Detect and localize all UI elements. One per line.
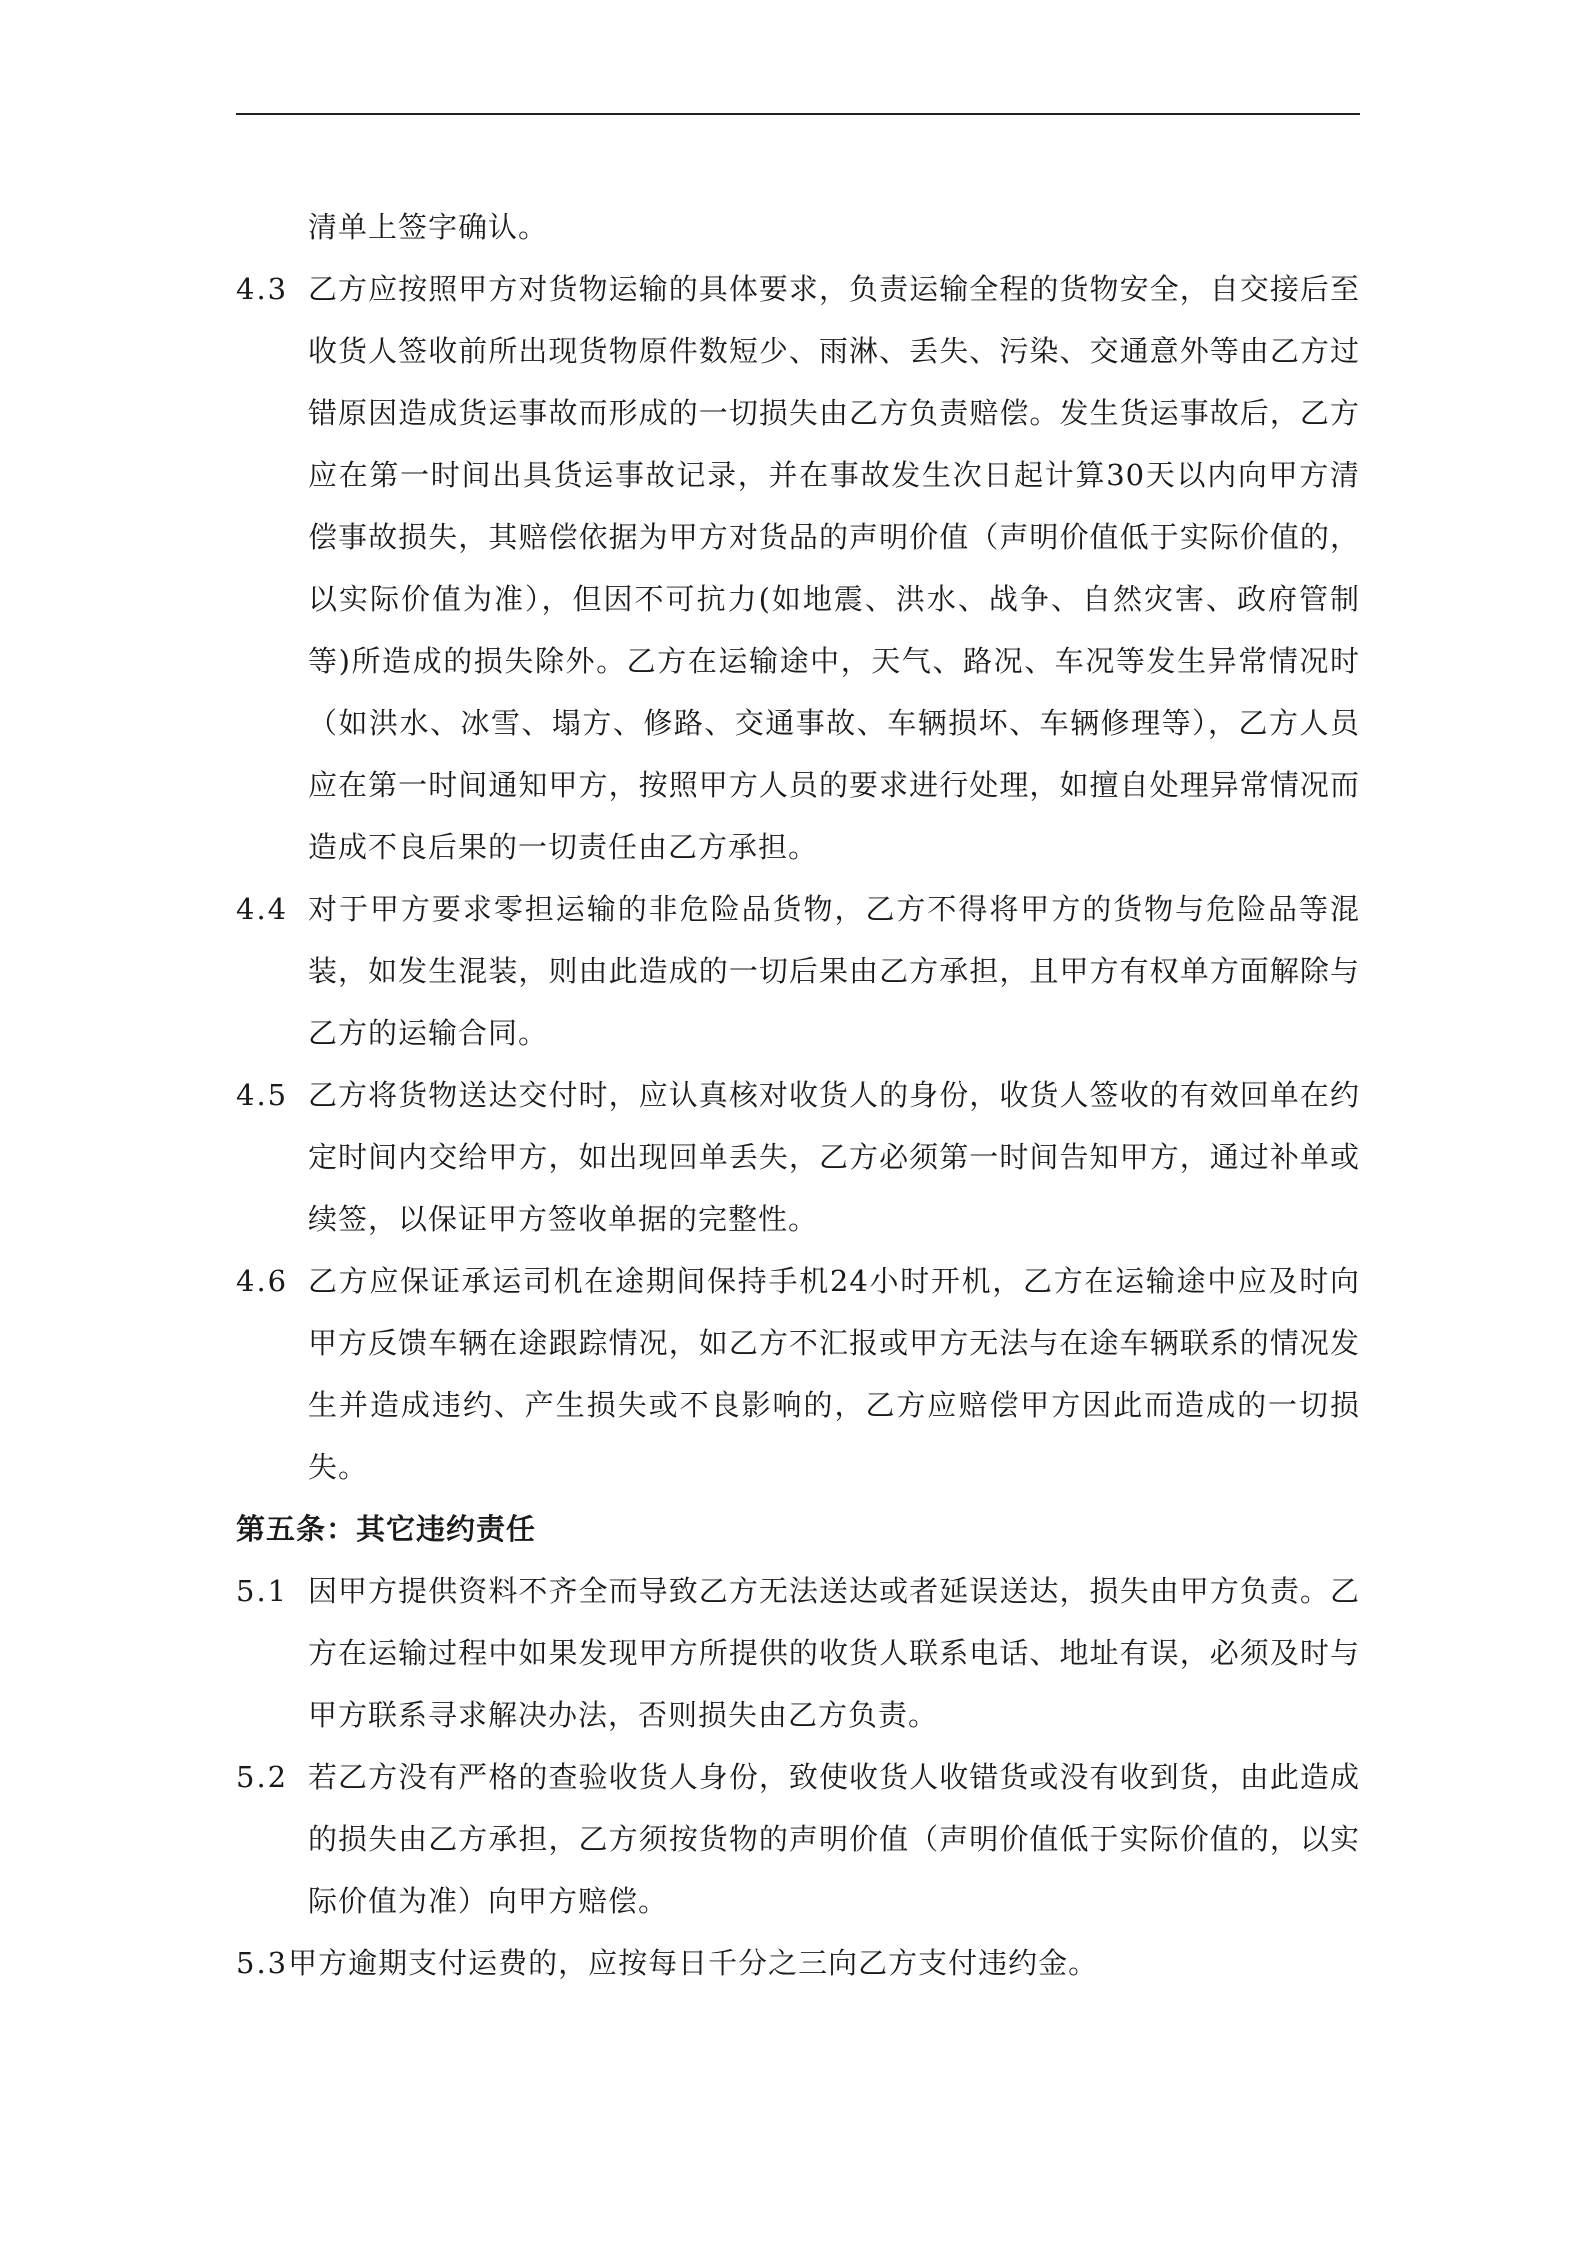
document-body: [236, 196, 1360, 1994]
clause-number: 5.3: [236, 1946, 289, 1980]
clause-number: 4.5: [236, 1078, 289, 1112]
clause-5-3: [236, 1932, 1360, 1994]
continuation-text: [236, 196, 1360, 258]
header-rule: [236, 113, 1360, 115]
clause-4-4: [236, 878, 1360, 1064]
clause-number: 4.4: [236, 892, 289, 926]
clause-number: 4.3: [236, 272, 289, 306]
clause-text: 因甲方提供资料不齐全而导致乙方无法送达或者延误送达，损失由甲方负责。乙方在运输过程中如果发现甲方所提供的收货人联系电话、地址有误，必须及时与甲方联系寻求解决办法，否则损失由乙方负责。: [308, 1574, 1360, 1732]
clause-number: 5.2: [236, 1760, 289, 1794]
clause-5-2: [236, 1746, 1360, 1932]
continuation-text-content: 清单上签字确认。: [308, 210, 549, 244]
clause-4-5: [236, 1064, 1360, 1250]
clause-number: 5.1: [236, 1574, 289, 1608]
clause-5-1: [236, 1560, 1360, 1746]
clause-text: 乙方应按照甲方对货物运输的具体要求，负责运输全程的货物安全，自交接后至收货人签收前所出现货物原件数短少、雨淋、丢失、污染、交通意外等由乙方过错原因造成货运事故而形成的一切损失由乙方负责赔偿。发生货运事故后，乙方应在第一时间出具货运事故记录，并在事故发生次日起计算30天以内向甲方清偿事故损失，其赔偿依据为甲方对货品的声明价值（声明价值低于实际价值的，以实际价值为准），但因不可抗力(如地震、洪水、战争、自然灾害、政府管制等)所造成的损失除外。乙方在运输途中，天气、路况、车况等发生异常情况时（如洪水、冰雪、塌方、修路、交通事故、车辆损坏、车辆修理等），乙方人员应在第一时间通知甲方，按照甲方人员的要求进行处理，如擅自处理异常情况而造成不良后果的一切责任由乙方承担。: [308, 272, 1360, 864]
clause-number: 4.6: [236, 1264, 289, 1298]
clause-text: 乙方应保证承运司机在途期间保持手机24小时开机，乙方在运输途中应及时向甲方反馈车辆在途跟踪情况，如乙方不汇报或甲方无法与在途车辆联系的情况发生并造成违约、产生损失或不良影响的，乙方应赔偿甲方因此而造成的一切损失。: [308, 1264, 1360, 1484]
clause-text: 甲方逾期支付运费的，应按每日千分之三向乙方支付违约金。: [288, 1946, 1099, 1980]
clause-4-6: [236, 1250, 1360, 1498]
clause-4-3: [236, 258, 1360, 878]
clause-text: 若乙方没有严格的查验收货人身份，致使收货人收错货或没有收到货，由此造成的损失由乙方承担，乙方须按货物的声明价值（声明价值低于实际价值的，以实际价值为准）向甲方赔偿。: [308, 1760, 1360, 1918]
clause-text: 对于甲方要求零担运输的非危险品货物，乙方不得将甲方的货物与危险品等混装，如发生混装，则由此造成的一切后果由乙方承担，且甲方有权单方面解除与乙方的运输合同。: [308, 892, 1360, 1050]
clause-text: 乙方将货物送达交付时，应认真核对收货人的身份，收货人签收的有效回单在约定时间内交给甲方，如出现回单丢失，乙方必须第一时间告知甲方，通过补单或续签，以保证甲方签收单据的完整性。: [308, 1078, 1360, 1236]
section-5-heading: 第五条：其它违约责任: [236, 1512, 537, 1546]
